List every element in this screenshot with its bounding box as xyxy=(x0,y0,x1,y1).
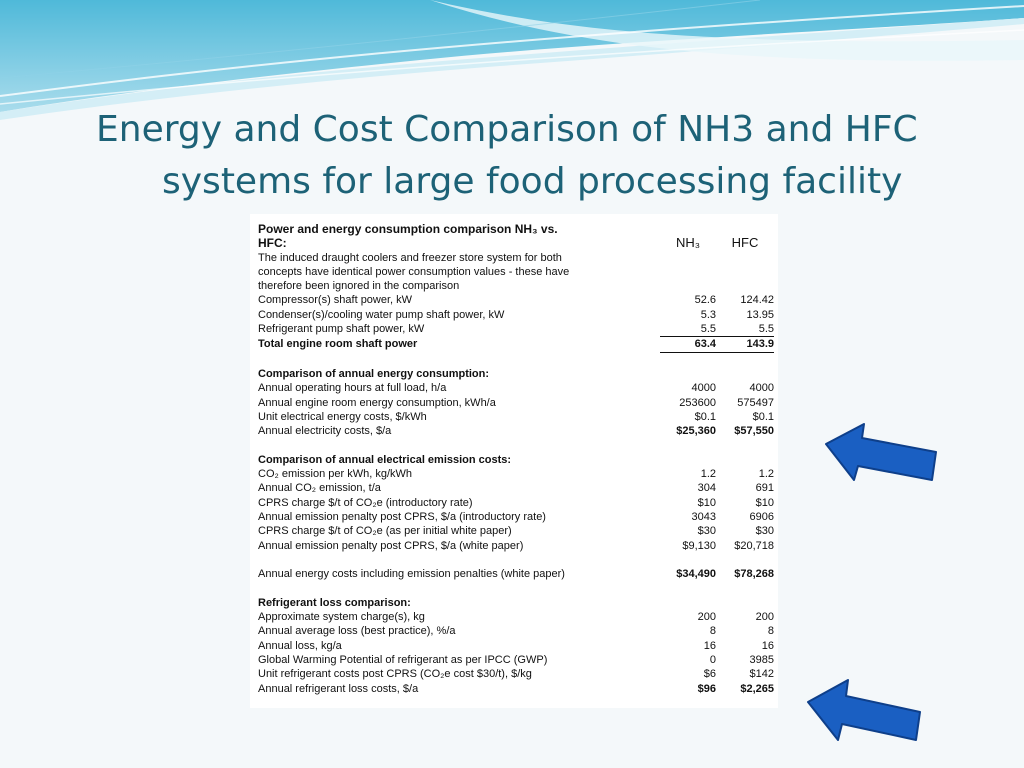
table-row xyxy=(258,624,774,638)
cell-nh3: 3043 xyxy=(691,510,716,523)
table-row xyxy=(258,639,774,653)
cell-nh3: $9,130 xyxy=(682,539,716,552)
cell-nh3: $25,360 xyxy=(676,425,716,438)
cell-nh3: $6 xyxy=(703,668,716,681)
cell-hfc: $142 xyxy=(749,668,774,681)
row-label: Unit electrical energy costs, $/kWh xyxy=(258,410,427,423)
slide-title xyxy=(96,104,976,208)
cell-hfc: 143.9 xyxy=(716,337,774,352)
cell-hfc: 200 xyxy=(755,611,774,624)
table-heading-row xyxy=(258,222,774,236)
cell-nh3: 4000 xyxy=(691,382,716,395)
row-label: Annual engine room energy consumption, kWh/a xyxy=(258,396,496,409)
row-label: Annual operating hours at full load, h/a xyxy=(258,382,447,395)
cell-hfc: 124.42 xyxy=(740,294,774,307)
cell-hfc: 3985 xyxy=(749,653,774,666)
table-row xyxy=(258,481,774,495)
cell-nh3: 5.3 xyxy=(700,308,716,321)
cell-hfc: 8 xyxy=(767,625,774,638)
row-label: Annual emission penalty post CPRS, $/a (introductory rate) xyxy=(258,510,546,523)
cell-nh3: 1.2 xyxy=(700,468,716,481)
row-label: Annual refrigerant loss costs, $/a xyxy=(258,682,419,695)
table-spacer xyxy=(258,581,774,595)
table-spacer xyxy=(258,438,774,452)
cell-hfc: 4000 xyxy=(749,382,774,395)
column-header-nh3: NH₃ xyxy=(675,236,701,251)
table-heading-line2: HFC: xyxy=(258,236,287,251)
row-label: Unit refrigerant costs post CPRS (CO₂e cost $30/t), $/kg xyxy=(258,668,532,681)
row-label: CPRS charge $/t of CO₂e (introductory rate) xyxy=(258,496,473,509)
table-row xyxy=(258,381,774,395)
cell-nh3: $96 xyxy=(697,682,716,695)
left-arrow-icon xyxy=(822,422,940,484)
row-label: CPRS charge $/t of CO₂e (as per initial white paper) xyxy=(258,525,512,538)
cell-nh3: 63.4 xyxy=(660,337,716,352)
table-row xyxy=(258,524,774,538)
row-label: Annual emission penalty post CPRS, $/a (white paper) xyxy=(258,539,524,552)
comparison-table xyxy=(258,222,774,696)
row-label: Annual CO₂ emission, t/a xyxy=(258,482,381,495)
row-label: Condenser(s)/cooling water pump shaft power, kW xyxy=(258,308,505,321)
cell-nh3: 304 xyxy=(697,482,716,495)
section-heading-row xyxy=(258,596,774,610)
cell-nh3: $34,490 xyxy=(676,568,716,581)
row-label: Annual average loss (best practice), %/a xyxy=(258,625,456,638)
section-heading-loss: Refrigerant loss comparison: xyxy=(258,596,411,609)
cell-hfc: 16 xyxy=(761,639,774,652)
cell-hfc: 6906 xyxy=(749,510,774,523)
cell-hfc: $2,265 xyxy=(740,682,774,695)
cell-nh3: 253600 xyxy=(679,396,716,409)
cell-nh3: 16 xyxy=(703,639,716,652)
cell-hfc: $78,268 xyxy=(734,568,774,581)
table-total-row xyxy=(258,337,774,352)
table-row xyxy=(258,467,774,481)
cell-hfc: 5.5 xyxy=(758,323,774,336)
table-row xyxy=(258,510,774,524)
cell-hfc: 691 xyxy=(755,482,774,495)
row-label: Refrigerant pump shaft power, kW xyxy=(258,323,425,336)
row-label: CO₂ emission per kWh, kg/kWh xyxy=(258,468,413,481)
cell-hfc: $20,718 xyxy=(734,539,774,552)
table-row xyxy=(258,682,774,696)
row-label: Global Warming Potential of refrigerant as per IPCC (GWP) xyxy=(258,653,548,666)
table-note-line: therefore been ignored in the comparison xyxy=(258,280,460,293)
column-header-hfc: HFC xyxy=(731,236,759,251)
cell-nh3: $30 xyxy=(697,525,716,538)
table-row xyxy=(258,396,774,410)
table-row xyxy=(258,653,774,667)
cell-nh3: $10 xyxy=(697,496,716,509)
row-label: Annual loss, kg/a xyxy=(258,639,342,652)
section-heading-emission: Comparison of annual electrical emission costs: xyxy=(258,453,512,466)
section-heading-row xyxy=(258,453,774,467)
row-label: Annual electricity costs, $/a xyxy=(258,425,392,438)
comparison-table-panel xyxy=(250,214,778,708)
cell-hfc: 575497 xyxy=(737,396,774,409)
table-column-header-row xyxy=(258,236,774,250)
table-row xyxy=(258,539,774,553)
table-note-row xyxy=(258,265,774,279)
slide-title-line1: Energy and Cost Comparison of NH3 and HFC xyxy=(96,109,918,150)
row-label: Compressor(s) shaft power, kW xyxy=(258,294,413,307)
row-label: Total engine room shaft power xyxy=(258,338,418,351)
table-row xyxy=(258,496,774,510)
cell-nh3: 0 xyxy=(709,653,716,666)
cell-hfc: $10 xyxy=(755,496,774,509)
table-spacer xyxy=(258,553,774,567)
table-row xyxy=(258,610,774,624)
table-row xyxy=(258,667,774,681)
row-label: Approximate system charge(s), kg xyxy=(258,611,425,624)
section-heading-row xyxy=(258,367,774,381)
table-row xyxy=(258,293,774,307)
row-label: Annual energy costs including emission penalties (white paper) xyxy=(258,568,565,581)
table-note-row xyxy=(258,279,774,293)
table-row xyxy=(258,322,774,337)
table-spacer xyxy=(258,352,774,367)
cell-hfc: $57,550 xyxy=(734,425,774,438)
slide-title-line2: systems for large food processing facility xyxy=(162,161,903,202)
table-row xyxy=(258,410,774,424)
cell-hfc: $30 xyxy=(755,525,774,538)
table-note-line: concepts have identical power consumption values - these have xyxy=(258,265,570,278)
cell-hfc: 1.2 xyxy=(758,468,774,481)
left-arrow-icon xyxy=(804,678,924,744)
table-note-line: The induced draught coolers and freezer store system for both xyxy=(258,251,562,264)
cell-nh3: 52.6 xyxy=(694,294,716,307)
cell-nh3: 5.5 xyxy=(700,323,716,336)
table-total-row xyxy=(258,567,774,581)
section-heading-energy: Comparison of annual energy consumption: xyxy=(258,367,490,380)
cell-hfc: $0.1 xyxy=(752,410,774,423)
table-row xyxy=(258,424,774,438)
cell-nh3: $0.1 xyxy=(694,410,716,423)
cell-nh3: 200 xyxy=(697,611,716,624)
cell-hfc: 13.95 xyxy=(746,308,774,321)
cell-nh3: 8 xyxy=(709,625,716,638)
table-row xyxy=(258,308,774,322)
table-note-row xyxy=(258,251,774,265)
table-heading-line1: Power and energy consumption comparison NH₃ vs. xyxy=(258,222,558,236)
